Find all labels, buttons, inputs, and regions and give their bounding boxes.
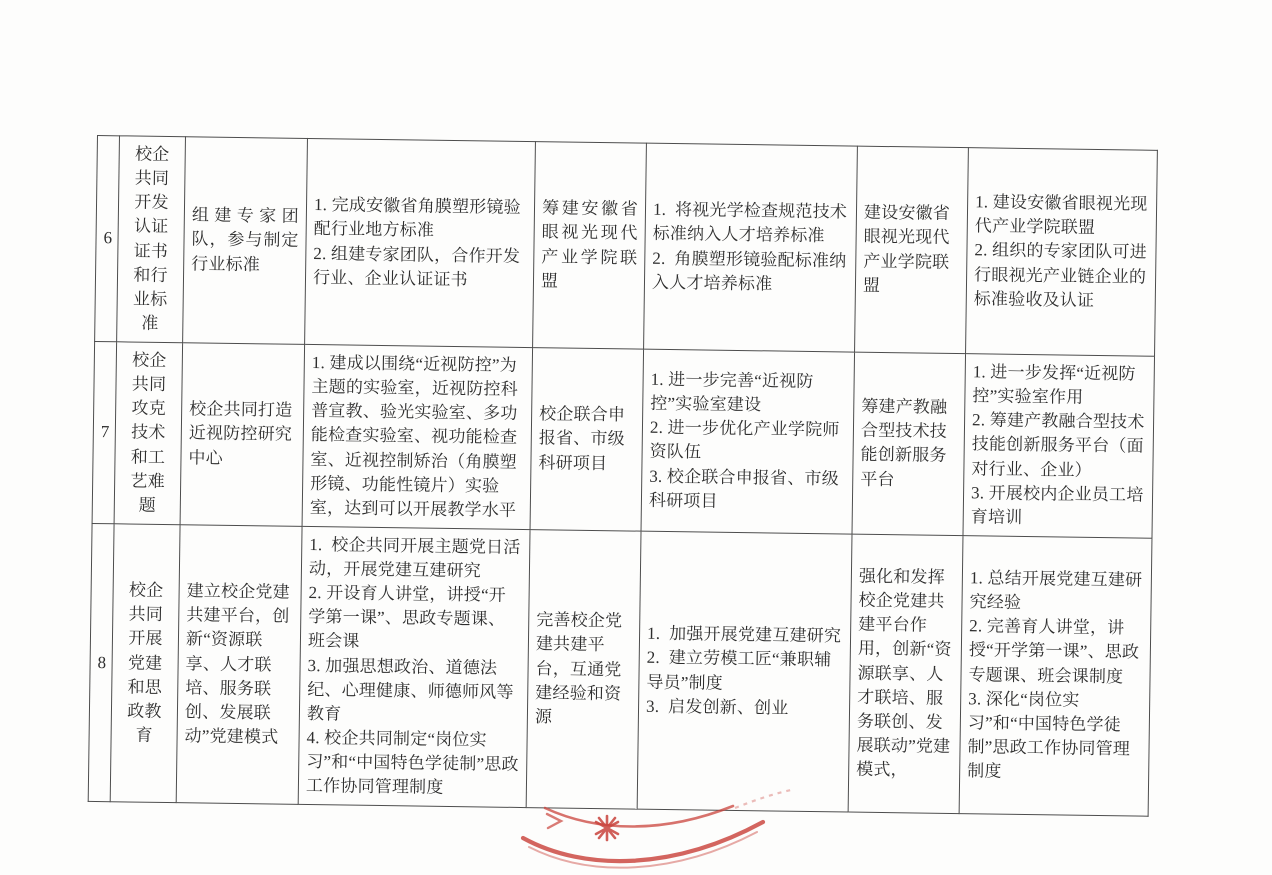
cell-r7-project: 校企共同攻克技术和工艺难题 (114, 342, 183, 525)
cell-r8-content: 建立校企党建共建平台，创新“资源联享、人才联培、服务联创、发展联动”党建模式 (176, 525, 302, 805)
work-plan-table-wrap (88, 135, 1158, 817)
official-seal-stamp (495, 788, 807, 875)
cell-r7-goal-2: 筹建产教融合型技术技能创新服务平台 (852, 352, 966, 535)
cell-r7-content: 校企共同打造近视防控研究中心 (180, 343, 305, 527)
cell-r7-outcomes: 1. 进一步发挥“近视防控”实验室作用 2. 筹建产教融合型技术技能创新服务平台（面对行业、企业） 3. 开展校内企业员工培育培训 (963, 354, 1155, 538)
cell-r8-outcomes: 1. 总结开展党建互建研究经验 2. 完善育人讲堂，讲授“开学第一课”、思政专题课、班会课制度 3. 深化“岗位实习”和“中国特色学徒制”思政工作协同管理制度 (959, 536, 1152, 817)
table-row (95, 136, 1158, 357)
star-icon (596, 816, 618, 840)
row-number: 6 (95, 136, 120, 342)
cell-r7-tasks-2: 1. 进一步完善“近视防控”实验室建设 2. 进一步优化产业学院师资队伍 3. 校企联合申报省、市级科研项目 (641, 349, 855, 534)
table-row (92, 341, 1154, 538)
cell-r8-tasks-1: 1. 校企共同开展主题党日活动，开展党建互建研究 2. 开设育人讲堂，讲授“开学第一课”、思政专题课、班会课 3. 加强思想政治、道德法纪、心理健康、师德师风等教育 4. 校企共同制定“岗位实习”和“中国特色学徒制”思政工作协同管理制度 (298, 526, 530, 808)
cell-r8-project: 校企共同开展党建和思政教育 (110, 524, 180, 803)
cell-r6-goal-1: 筹建安徽省眼视光现代产业学院联盟 (533, 142, 647, 350)
cell-r6-content: 组建专家团队，参与制定行业标准 (183, 137, 308, 345)
cell-r7-tasks-1: 1. 建成以围绕“近视防控”为主题的实验室，近视防控科普宣教、验光实验室、多功能检查实验室、视功能检查室、近视控制矫治（角膜塑形镜、功能性镜片）实验室，达到可以开展教学水平 (302, 344, 533, 529)
cell-r8-goal-2: 强化和发挥校企党建共建平台作用，创新“资源联享、人才联培、服务联创、发展联动”党建模式， (848, 534, 963, 814)
cell-r6-goal-2: 建设安徽省眼视光现代产业学院联盟 (855, 146, 969, 354)
row-number: 7 (92, 341, 117, 523)
work-plan-table (88, 135, 1158, 817)
cell-r6-tasks-1: 1. 完成安徽省角膜塑形镜验配行业地方标准 2. 组建专家团队，合作开发行业、企业认证证书 (305, 138, 536, 347)
cell-r6-tasks-2: 1. 将视光学检查规范技术标准纳入人才培养标准 2. 角膜塑形镜验配标准纳入人才培养标准 (644, 143, 858, 352)
cell-r6-project: 校企共同开发认证证书和行业标准 (117, 136, 186, 343)
cell-r7-goal-1: 校企联合申报省、市级科研项目 (530, 348, 644, 531)
cell-r8-tasks-2: 1. 加强开展党建互建研究 2. 建立劳模工匠“兼职辅导员”制度 3. 启发创新、创业 (637, 531, 852, 812)
cell-r8-goal-1: 完善校企党建共建平台，互通党建经验和资源 (526, 529, 641, 809)
cell-r6-outcomes: 1. 建设安徽省眼视光现代产业学院联盟 2. 组织的专家团队可进行眼视光产业链企业的标准验收及认证 (966, 148, 1158, 357)
row-number: 8 (88, 523, 114, 802)
table-row (88, 523, 1152, 816)
